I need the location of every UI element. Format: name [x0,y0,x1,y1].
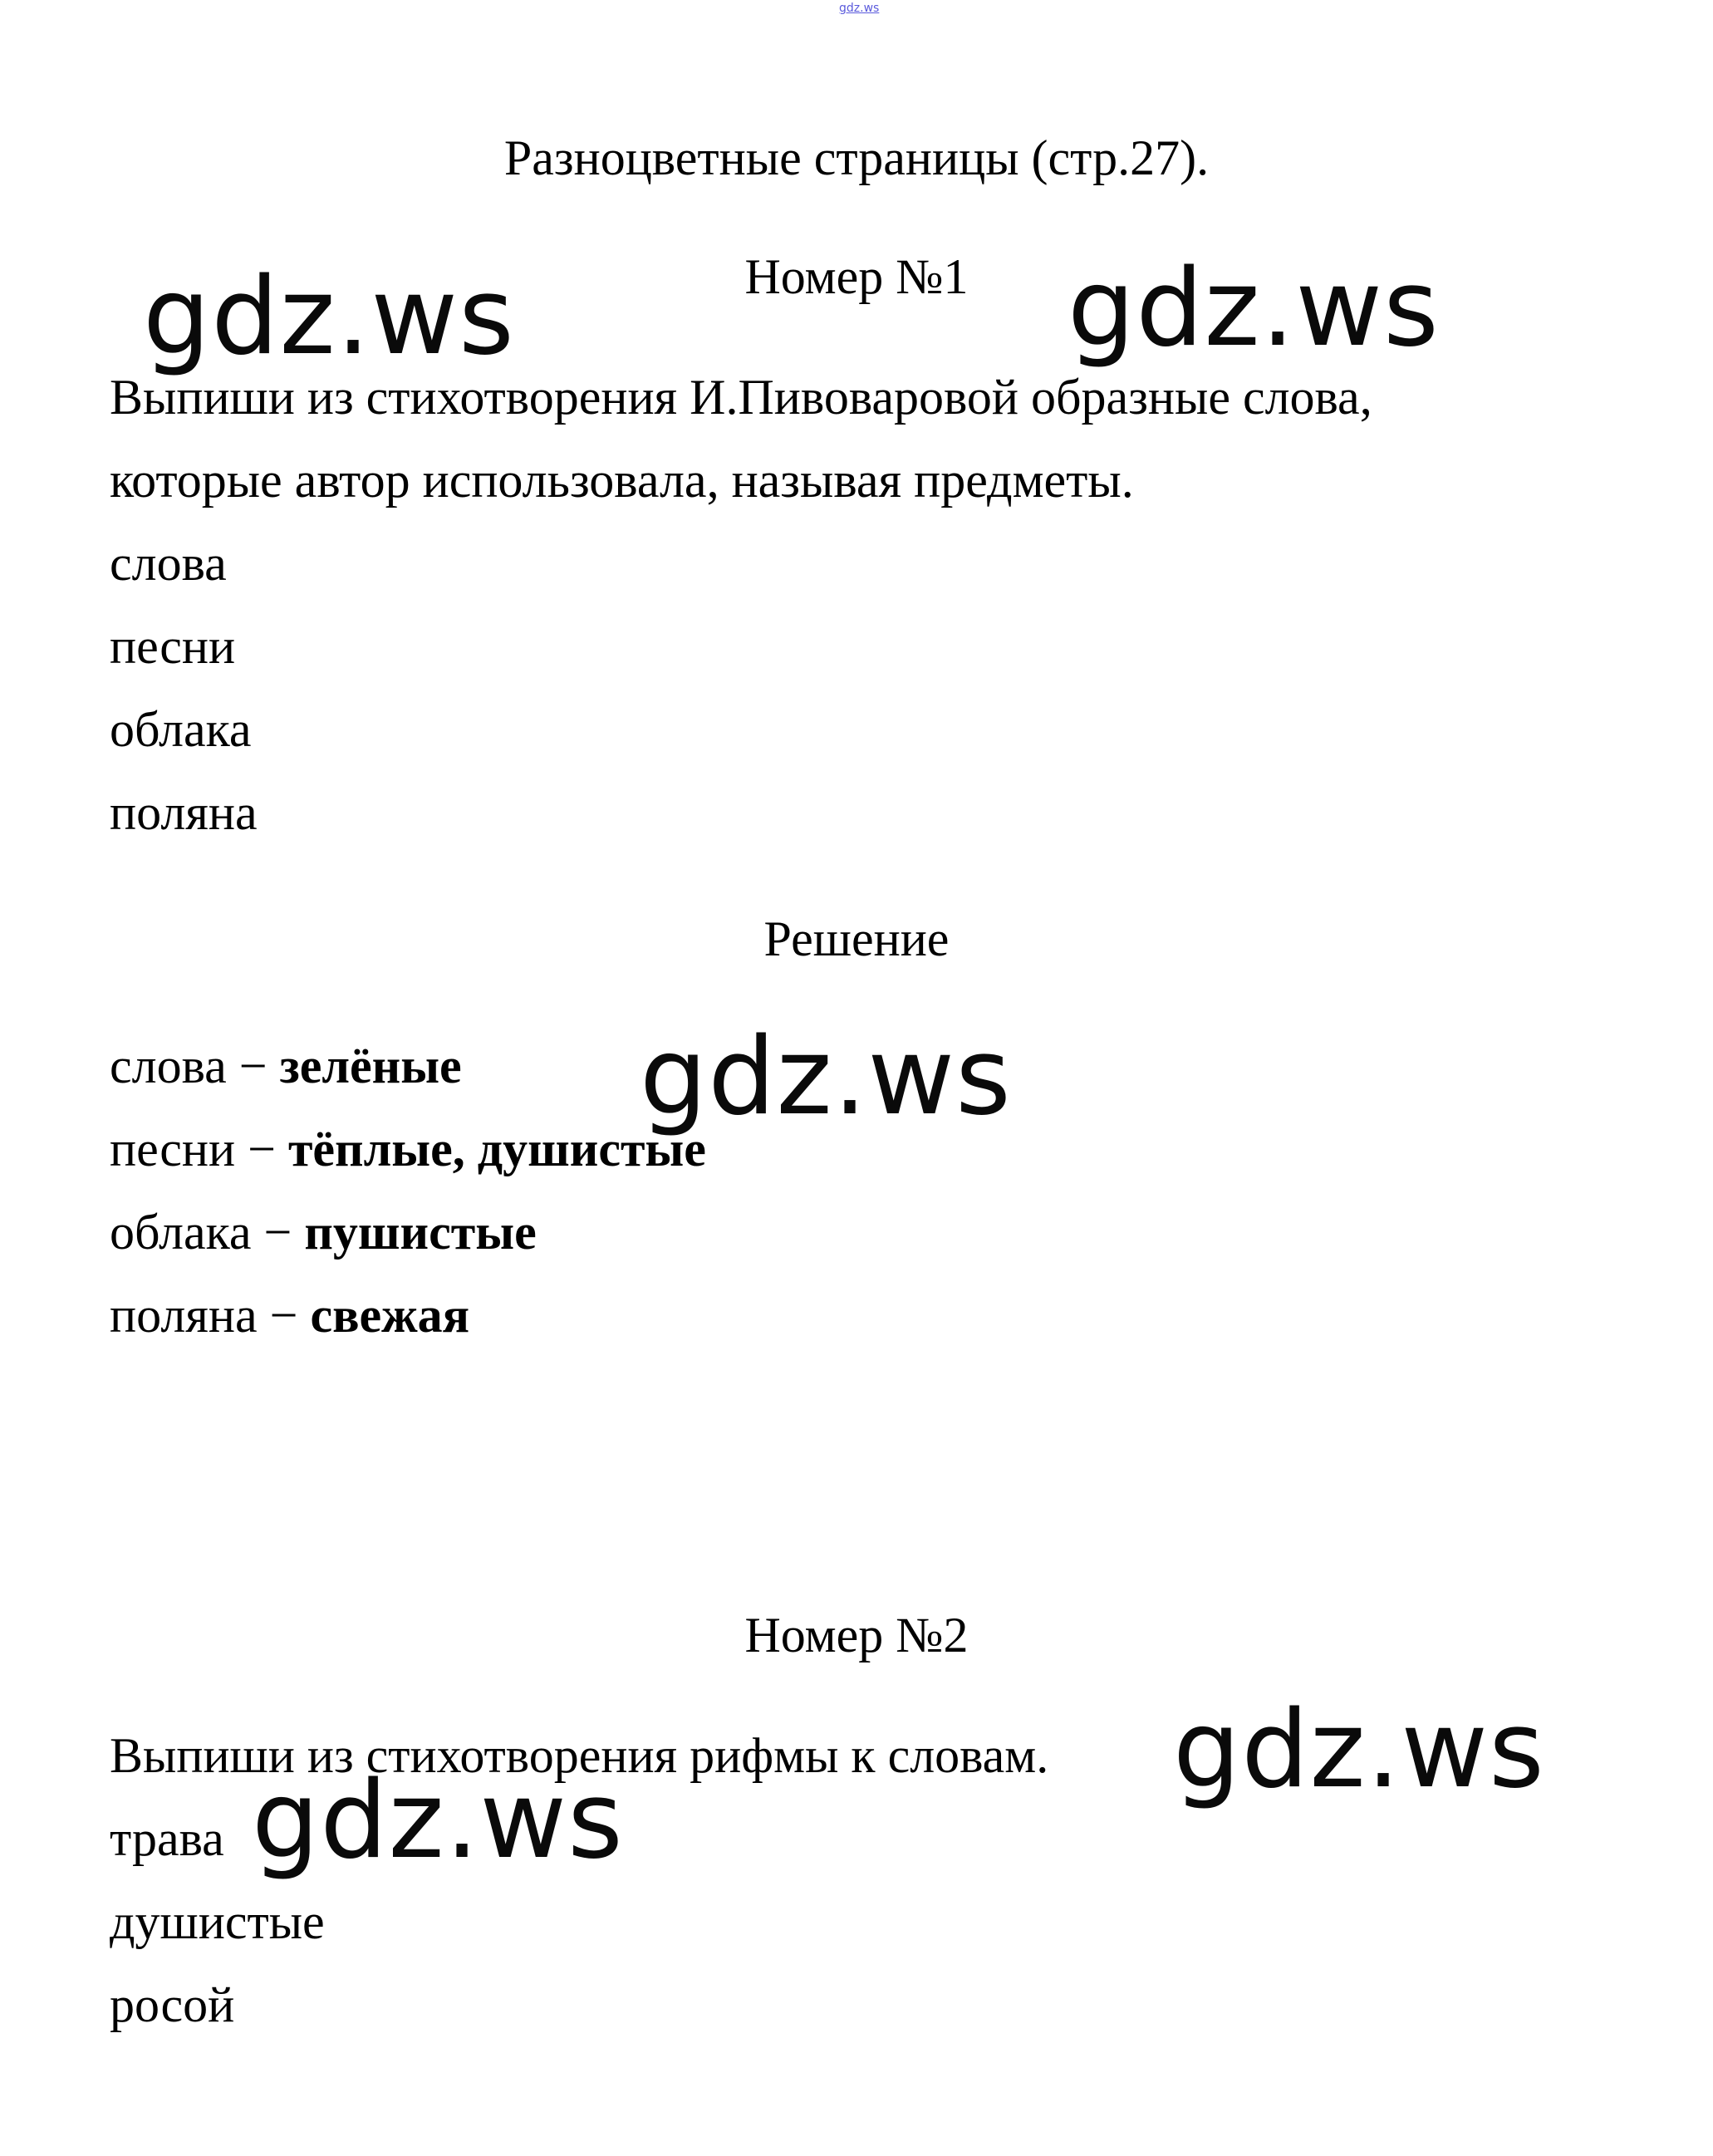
task2-word: трава [110,1811,224,1866]
solution-line [110,1288,470,1343]
watermark: gdz.ws [143,255,515,379]
solution-word: слова [110,1039,227,1093]
solution-line [110,1124,706,1174]
solution-heading: Решение [763,911,950,966]
solution-word: поляна [110,1288,258,1343]
watermark: gdz.ws [1173,1688,1545,1812]
watermark: gdz.ws [640,1015,1012,1139]
task1-instruction-line2: которые автор использовала, называя предметы. [110,453,1134,508]
watermark: gdz.ws [252,1759,624,1883]
task1-word: песни [110,619,236,674]
task1-word: поляна [110,785,258,840]
task1-instruction-line1: Выпиши из стихотворения И.Пивоваровой образные слова, [110,370,1372,425]
task1-word: облака [110,702,252,757]
solution-dash: − [251,1205,305,1260]
source-link[interactable]: gdz.ws [839,2,880,15]
task2-word: душистые [110,1894,325,1949]
watermark: gdz.ws [1068,247,1440,371]
solution-word: песни [110,1122,236,1176]
solution-answer: свежая [310,1288,470,1343]
solution-dash: − [235,1122,288,1176]
task1-heading: Номер №1 [744,249,969,304]
solution-answer: зелёные [279,1039,462,1093]
task1-word: слова [110,536,227,591]
solution-line [110,1041,462,1091]
solution-line [110,1205,537,1260]
task2-word: росой [110,1977,235,2032]
task2-instruction: Выпиши из стихотворения рифмы к словам. [110,1728,1049,1783]
page-title: Разноцветные страницы (стр.27). [503,130,1210,185]
solution-answer: пушистые [304,1205,537,1260]
solution-word: облака [110,1205,252,1260]
task2-heading: Номер №2 [744,1608,969,1662]
solution-dash: − [257,1288,311,1343]
solution-answer: тёплые, душистые [287,1122,706,1176]
solution-dash: − [226,1039,280,1093]
